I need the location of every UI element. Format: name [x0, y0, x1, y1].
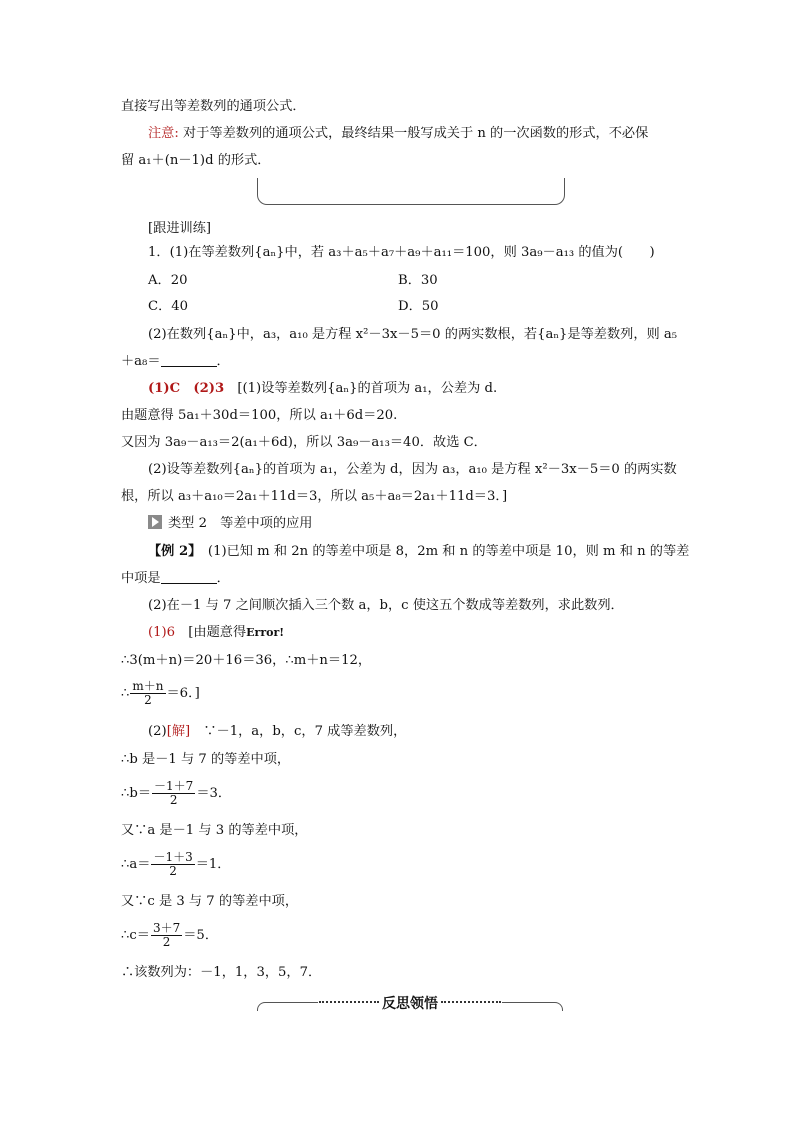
- final-sequence: ∴该数列为：－1，1，3，5，7．: [121, 965, 322, 980]
- question-1-2-cont: [121, 353, 230, 371]
- solution-tag: [解]: [166, 724, 191, 739]
- example-2-text: (1)已知 m 和 2n 的等差中项是 8，2m 和 n 的等差中项是 10，则 m 和 n 的等差: [194, 544, 690, 559]
- example-2-cont: [121, 570, 230, 588]
- solution-line-1: 由题意得 5a₁＋30d＝100，所以 a₁＋6d＝20.: [121, 408, 398, 423]
- a-equation: [121, 851, 231, 878]
- note-paragraph-cont: 留 a₁＋(n－1)d 的形式．: [121, 153, 271, 168]
- ex2-text2-pre: 中项是: [121, 571, 161, 586]
- answer-2-1-line-3: [121, 680, 200, 707]
- type-2-text: 类型 2 等差中项的应用: [168, 516, 313, 531]
- banner-title: 反思领悟: [382, 996, 438, 1012]
- b-post: ＝3．: [196, 786, 232, 801]
- play-icon: [148, 515, 162, 529]
- b-equation: [121, 780, 231, 807]
- answer-2-1-line-2: ∴3(m＋n)＝20＋16＝36，∴m＋n＝12，: [121, 653, 372, 668]
- frac-num: 3＋7: [152, 921, 181, 935]
- a2-pre: (2): [148, 724, 167, 739]
- example-blank: [161, 571, 217, 584]
- intro-line: 直接写出等差数列的通项公式．: [121, 99, 306, 114]
- option-a: A．20: [148, 273, 188, 288]
- a-post: ＝1．: [195, 857, 231, 872]
- example-2-line: [148, 543, 689, 561]
- frac-den: 2: [169, 864, 177, 878]
- option-b: B．30: [398, 273, 438, 288]
- question-1-1: 1．(1)在等差数列{aₙ}中，若 a₃＋a₅＋a₇＋a₉＋a₁₁＝100，则 3a₉－a₁₃ 的值为( ): [148, 245, 655, 260]
- frac-den: 2: [169, 793, 178, 807]
- answer-2-1-header: [148, 624, 284, 642]
- example-2-label: 【例 2】: [148, 544, 195, 559]
- solution-line-4: 根，所以 a₃＋a₁₀＝2a₁＋11d＝3，所以 a₅＋a₈＝2a₁＋11d＝3．]: [121, 489, 508, 504]
- c-equation: [121, 922, 218, 949]
- c-post: ＝5．: [183, 928, 219, 943]
- solution-line-3: (2)设等差数列{aₙ}的首项为 a₁，公差为 d，因为 a₃，a₁₀ 是方程 x²－3x－5＝0 的两实数: [148, 462, 677, 477]
- answer-2-1-label: (1)6: [148, 625, 176, 640]
- question-1-2: (2)在数列{aₙ}中，a₃，a₁₀ 是方程 x²－3x－5＝0 的两实数根，若{aₙ}是等差数列，则 a₅: [148, 327, 678, 342]
- fraction-c: [151, 922, 182, 949]
- answer-1-text: [(1)设等差数列{aₙ}的首项为 a₁，公差为 d.: [224, 381, 498, 396]
- note-text: 对于等差数列的通项公式，最终结果一般写成关于 n 的一次函数的形式，不必保: [178, 126, 649, 141]
- answer-1-label: (1)C (2)3: [148, 381, 225, 396]
- b-pre: ∴b＝: [121, 786, 152, 801]
- banner-right-dots: [441, 1001, 501, 1003]
- q2b-post: ．: [216, 354, 230, 369]
- note-box-bottom: [257, 178, 565, 205]
- frac-num: －1＋3: [153, 850, 193, 864]
- example-2-q2: (2)在－1 与 7 之间顺次插入三个数 a，b，c 使这五个数成等差数列，求此数列．: [148, 598, 624, 613]
- note-paragraph: [148, 125, 648, 143]
- answer-blank: [161, 354, 217, 367]
- practice-tag-text: [跟进训练]: [148, 221, 212, 236]
- frac-den: 2: [144, 693, 152, 707]
- banner-right-corner: [502, 1002, 563, 1011]
- reflection-banner: [257, 996, 563, 1010]
- c-middle-term: 又∵c 是 3 与 7 的等差中项，: [121, 894, 299, 909]
- answer-2-1-text: [由题意得: [175, 625, 247, 640]
- ex2-text2-post: ．: [216, 571, 230, 586]
- q2b-pre: ＋a₈＝: [121, 354, 161, 369]
- frac-den: 2: [162, 935, 171, 949]
- practice-tag: [148, 220, 211, 238]
- note-label: 注意:: [148, 126, 179, 141]
- l3-pre: ∴: [121, 686, 130, 701]
- b-middle-term: ∴b 是－1 与 7 的等差中项，: [121, 752, 291, 767]
- fraction-b: [152, 780, 195, 807]
- type-2-heading: [148, 515, 312, 533]
- fraction-a: [151, 851, 194, 878]
- a-pre: ∴a＝: [121, 857, 151, 872]
- a2-text: ∵－1，a，b，c，7 成等差数列，: [190, 724, 407, 739]
- frac-num: m＋n: [132, 679, 164, 693]
- error-text: Error!: [246, 626, 285, 639]
- option-d: D．50: [398, 299, 439, 314]
- answer-1-header: [148, 380, 497, 398]
- l3-post: ＝6．]: [166, 686, 200, 701]
- frac-num: －1＋7: [154, 779, 194, 793]
- c-pre: ∴c＝: [121, 928, 150, 943]
- a-middle-term: 又∵a 是－1 与 3 的等差中项，: [121, 823, 308, 838]
- fraction-mn: [130, 680, 165, 707]
- solution-line-2: 又因为 3a₉－a₁₃＝2(a₁＋6d)，所以 3a₉－a₁₃＝40．故选 C．: [121, 435, 487, 450]
- answer-2-2-header: [148, 723, 406, 741]
- option-c: C．40: [148, 299, 189, 314]
